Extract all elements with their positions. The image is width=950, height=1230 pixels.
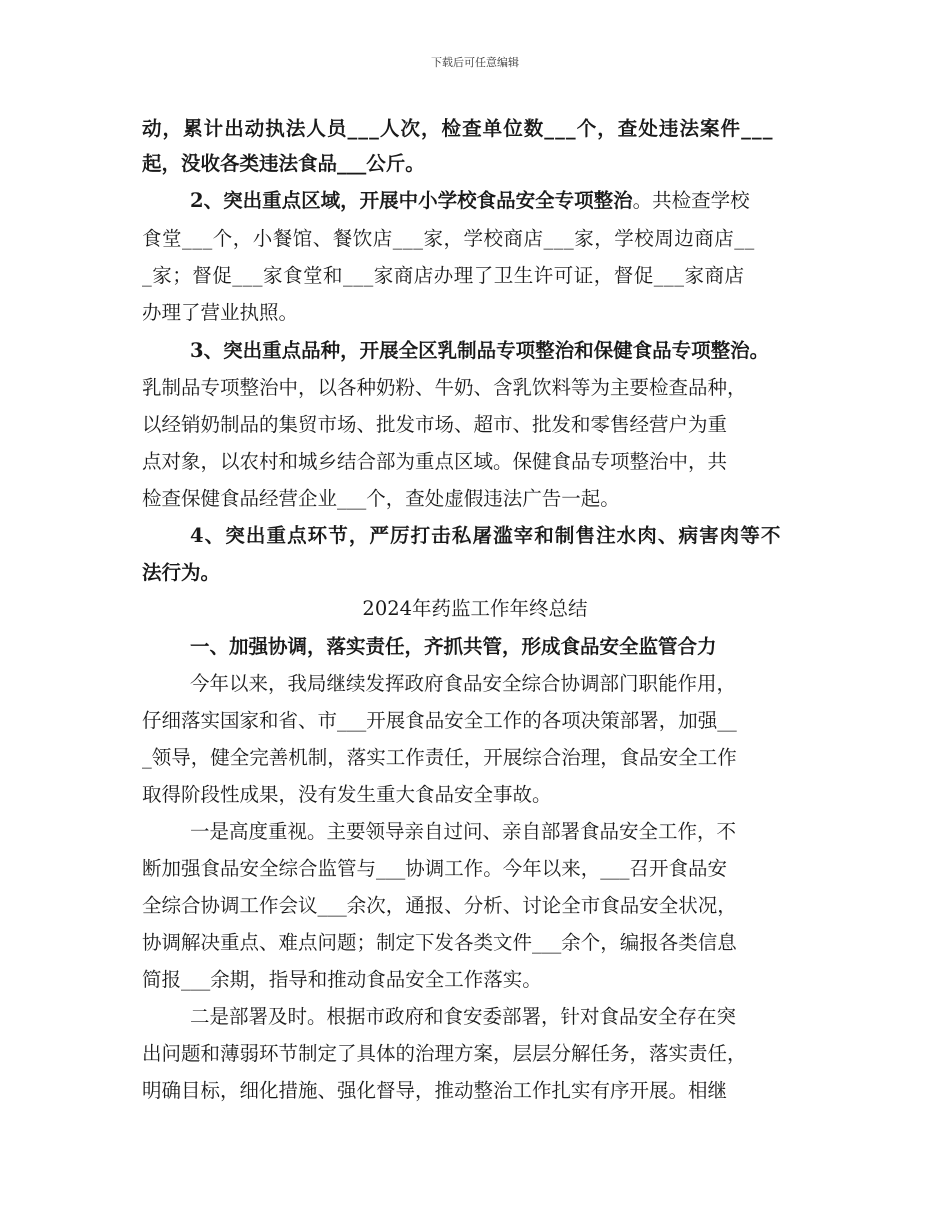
paragraph-line: 点对象，以农村和城乡结合部为重点区域。保健食品专项整治中，共 <box>142 450 728 473</box>
section-heading: 4、突出重点环节，严厉打击私屠滥宰和制售注水肉、病害肉等不 <box>190 524 782 547</box>
section-heading: 2、突出重点区域，开展中小学校食品安全专项整治 <box>190 189 633 212</box>
paragraph-line: 办理了营业执照。 <box>142 301 299 324</box>
paragraph-line: 检查保健食品经营企业___个，查处虚假违法广告一起。 <box>142 487 620 510</box>
paragraph-line: 取得阶段性成果，没有发生重大食品安全事故。 <box>142 783 552 806</box>
section-heading-line <box>190 190 750 212</box>
paragraph-line: _家；督促___家食堂和___家商店办理了卫生许可证，督促___家商店 <box>142 264 745 287</box>
paragraph-line: 二是部署及时。根据市政府和食安委部署，针对食品安全存在突 <box>190 1005 737 1028</box>
paragraph-line: 全综合协调工作会议___余次，通报、分析、讨论全市食品安全状况， <box>142 894 737 917</box>
paragraph-line: 今年以来，我局继续发挥政府食品安全综合协调部门职能作用， <box>190 672 737 695</box>
paragraph-line: _领导，健全完善机制，落实工作责任，开展综合治理，食品安全工作 <box>142 746 737 769</box>
paragraph-text: 。共检查学校 <box>632 189 750 212</box>
paragraph-line: 以经销奶制品的集贸市场、批发市场、超市、批发和零售经营户为重 <box>142 413 728 436</box>
paragraph-line: 协调解决重点、难点问题；制定下发各类文件___余个，编报各类信息 <box>142 931 737 954</box>
paragraph-line: 起，没收各类违法食品___公斤。 <box>142 152 425 175</box>
page-header: 下载后可任意编辑 <box>431 56 519 69</box>
paragraph-line: 断加强食品安全综合监管与___协调工作。今年以来，___召开食品安 <box>142 857 728 880</box>
paragraph-line: 明确目标，细化措施、强化督导，推动整治工作扎实有序开展。相继 <box>142 1079 728 1102</box>
section-heading: 法行为。 <box>142 561 221 584</box>
paragraph-line: 简报___余期，指导和推动食品安全工作落实。 <box>142 968 542 991</box>
paragraph-line: 食堂___个，小餐馆、餐饮店___家，学校商店___家，学校周边商店__ <box>142 227 755 250</box>
section-heading: 一、加强协调，落实责任，齐抓共管，形成食品安全监管合力 <box>190 635 717 658</box>
paragraph-line: 一是高度重视。主要领导亲自过问、亲自部署食品安全工作，不 <box>190 820 737 843</box>
section-heading: 3、突出重点品种，开展全区乳制品专项整治和保健食品专项整治。 <box>190 339 770 362</box>
paragraph-line: 出问题和薄弱环节制定了具体的治理方案，层层分解任务，落实责任， <box>142 1042 747 1065</box>
paragraph-line: 乳制品专项整治中，以各种奶粉、牛奶、含乳饮料等为主要检查品种， <box>142 376 747 399</box>
document-title: 2024年药监工作年终总结 <box>362 597 588 620</box>
paragraph-line: 仔细落实国家和省、市___开展食品安全工作的各项决策部署，加强__ <box>142 709 737 732</box>
paragraph-line: 动，累计出动执法人员___人次，检查单位数___个，查处违法案件___ <box>142 117 774 140</box>
